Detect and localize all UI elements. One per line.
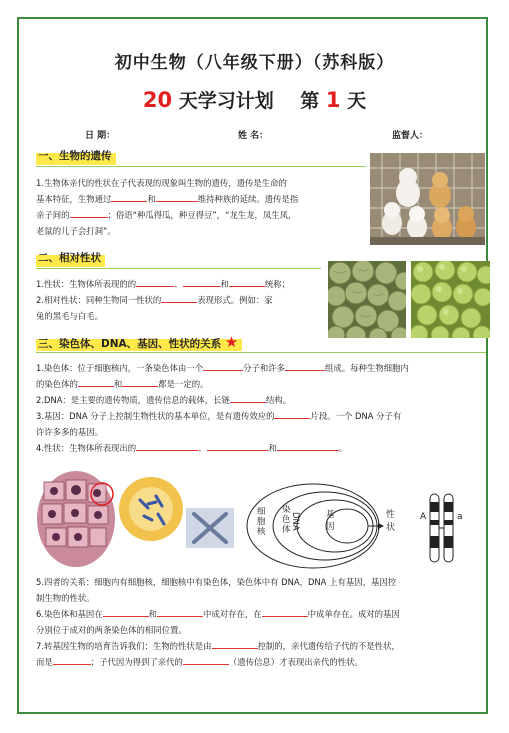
blank[interactable] [183,654,229,665]
section3-text-bottom [36,574,400,670]
section3-heading: 三、染色体、DNA、基因、性状的关系 ★ [36,334,242,351]
s3-line11: 7.转基因生物的培育告诉我们：生物的性状是由 控制的，亲代遗传给子代的不是性状， [36,638,400,654]
blank[interactable] [207,440,269,451]
allele-a-label: a [457,512,463,522]
gene-label: 基因 [326,510,335,532]
plan-text: 天学习计划 [178,90,274,112]
section2-heading: 二、相对性状 [36,250,105,267]
chromosome-label: 染色体 [282,505,291,535]
section2-text [36,276,290,324]
s3-line10: 分别位于成对的两条染色体的相同位置。 [36,625,187,635]
blank[interactable] [277,440,339,451]
round-peas-photo [411,261,490,338]
day-prefix: 第 [300,90,320,112]
trait-label: 性状 [386,510,396,533]
cells-micrograph [36,470,116,568]
nucleus-chromosomes-image [118,474,184,544]
s3-line3: 2.DNA：是主要的遗传物质，遗传信息的载体，长链 结构。 [36,392,409,408]
plan-title [0,86,509,113]
blank[interactable] [111,191,147,202]
s3-line1: 1.染色体：位于细胞核内，一条染色体由一个 分子和许多 组成。每种生物细胞内 [36,360,409,376]
s2-line1: 1.性状：生物体所表现的的 、 和 统称； [36,276,290,292]
s3-line7: 5.四者的关系：细胞内有细胞核，细胞核中有染色体，染色体中有 DNA，DNA 上有基因，基因控 [36,577,397,587]
star-icon: ★ [224,333,239,351]
s1-line2: 基本特征，生物通过 和 维持种族的延续。遗传是指 [36,191,298,207]
section1-text [36,175,298,239]
blank[interactable] [183,276,221,287]
allele-A-label: A [420,512,427,522]
s3-line2: 的染色体的 和 都是一定的。 [36,376,409,392]
s3-line8: 制生物的性状。 [36,593,95,603]
section1-heading: 一、生物的遗传 [36,148,116,165]
blank[interactable] [156,191,198,202]
s3-line9: 6.染色体和基因在 和 中成对存在，在 中成单存在。成对的基因 [36,606,400,622]
blank[interactable] [262,606,308,617]
s3-line6: 4.性状：生物体所表现出的 、 和 。 [36,440,409,456]
supervisor-label: 监督人： [392,131,429,141]
blank[interactable] [203,360,243,371]
s3-line4: 3.基因：DNA 分子上控制生物性状的基本单位，是有遗传效应的 片段。一个 DNA 分子有 [36,408,409,424]
blank[interactable] [230,392,266,403]
s3-line5: 许许多多的基因。 [36,427,103,437]
blank[interactable] [161,292,197,303]
blank[interactable] [285,360,325,371]
blank[interactable] [53,654,91,665]
s2-line3: 兔的黑毛与白毛。 [36,311,103,321]
s2-line2: 2.相对性状：同种生物同一性状的 表现形式。例如：家 [36,292,290,308]
allele-chromosome-diagram [412,492,472,564]
blank[interactable] [70,207,108,218]
s1-line1: 1.生物体亲代的性状在子代表现的现象叫生物的遗传，遗传是生命的 [36,178,287,188]
name-label: 姓 名： [238,131,269,141]
blank[interactable] [229,276,265,287]
blank[interactable] [103,606,149,617]
section3-divider [36,352,486,353]
blank[interactable] [157,606,203,617]
date-label: 日 期： [85,131,116,141]
kittens-photo [370,153,485,245]
blank[interactable] [136,276,174,287]
wrinkled-peas-photo [328,261,406,338]
day-number: 1 [325,88,341,112]
s1-line4: 老鼠的儿子会打洞”。 [36,226,116,236]
section3-text-top [36,360,409,456]
nucleus-label: 细胞核 [257,507,266,537]
nested-relationship-diagram [245,482,400,570]
blank[interactable] [78,376,114,387]
s3-line12: 而是 ；子代因为得到了亲代的 （遗传信息）才表现出亲代的性状。 [36,654,400,670]
dna-label: DNA [290,512,300,531]
blank[interactable] [122,376,158,387]
day-suffix: 天 [347,90,367,112]
section1-divider [36,166,366,167]
blank[interactable] [136,440,198,451]
plan-days: 20 [142,88,173,112]
s1-line3: 亲子间的 ；俗语“种瓜得瓜，种豆得豆”，“龙生龙，凤生凤， [36,207,298,223]
blank[interactable] [212,638,258,649]
section2-divider [36,268,321,269]
blank[interactable] [274,408,310,419]
page-title: 初中生物（八年级下册）（苏科版） [114,53,395,73]
chromosome-image [186,508,234,548]
